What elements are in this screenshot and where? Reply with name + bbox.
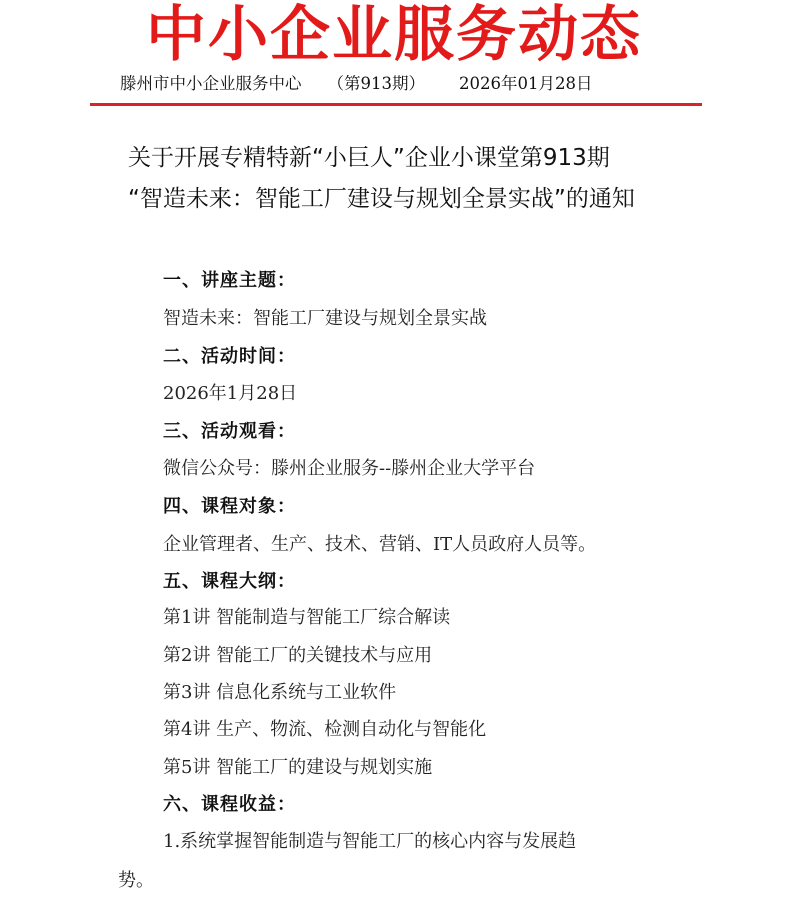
outline-item: 第3讲 信息化系统与工业软件 xyxy=(163,682,397,703)
section-heading-viewing: 三、活动观看： xyxy=(163,421,296,442)
outline-item: 第2讲 智能工厂的关键技术与应用 xyxy=(163,645,433,666)
benefit-item-line-continued: 势。 xyxy=(118,870,154,891)
issue-date: 2026年01月28日 xyxy=(459,74,593,93)
section-text-viewing: 微信公众号：滕州企业服务--滕州企业大学平台 xyxy=(163,458,536,479)
section-heading-outline: 五、课程大纲： xyxy=(163,571,296,592)
organization-name: 滕州市中小企业服务中心 xyxy=(120,74,302,93)
issue-info-line xyxy=(120,73,700,95)
section-text-time: 2026年1月28日 xyxy=(163,383,298,404)
outline-item: 第1讲 智能制造与智能工厂综合解读 xyxy=(163,607,451,628)
issue-number: （第913期） xyxy=(327,74,425,93)
outline-item: 第4讲 生产、物流、检测自动化与智能化 xyxy=(163,719,487,740)
masthead-title: 中小企业服务动态 xyxy=(146,0,642,70)
notice-title-line-1: 关于开展专精特新“小巨人”企业小课堂第913期 xyxy=(128,145,610,171)
section-heading-topic: 一、讲座主题： xyxy=(163,270,296,291)
outline-item: 第5讲 智能工厂的建设与规划实施 xyxy=(163,757,433,778)
section-heading-time: 二、活动时间： xyxy=(163,346,296,367)
section-heading-audience: 四、课程对象： xyxy=(163,496,296,517)
masthead-divider xyxy=(90,103,702,106)
section-heading-benefits: 六、课程收益： xyxy=(163,794,296,815)
notice-title-line-2: “智造未来：智能工厂建设与规划全景实战”的通知 xyxy=(128,186,635,212)
section-text-topic: 智造未来：智能工厂建设与规划全景实战 xyxy=(163,308,487,329)
section-text-audience: 企业管理者、生产、技术、营销、IT人员政府人员等。 xyxy=(163,534,597,555)
benefit-item-line: 1.系统掌握智能制造与智能工厂的核心内容与发展趋 xyxy=(163,831,577,852)
